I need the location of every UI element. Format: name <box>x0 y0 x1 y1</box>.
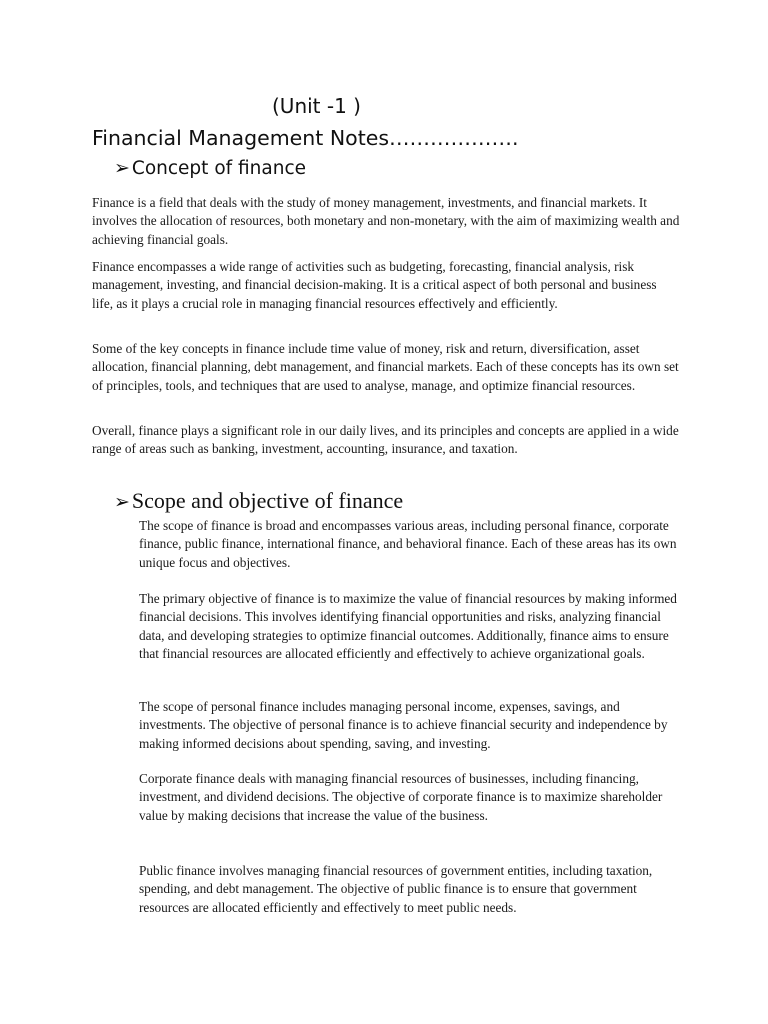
section-heading-scope <box>114 487 403 516</box>
paragraph: The primary objective of finance is to maximize the value of financial resources by making informed financial decisions. This involves identifying financial opportunities and risks, analyzing financial data, and developing strategies to optimize financial outcomes. Additionally, finance aims to ensure that financial resources are allocated efficiently and effectively to achieve organizational goals. <box>139 591 677 661</box>
document-title: Financial Management Notes………………. <box>92 126 519 150</box>
paragraph: Finance is a field that deals with the study of money management, investments, and financial markets. It involves the allocation of resources, both monetary and non-monetary, with the aim of maximizing wealth and achieving financial goals. <box>92 195 680 247</box>
unit-title: (Unit -1 ) <box>272 94 361 118</box>
paragraph: Overall, finance plays a significant role in our daily lives, and its principles and concepts are applied in a wide range of areas such as banking, investment, accounting, insurance, and taxation. <box>92 423 679 457</box>
paragraph: Corporate finance deals with managing financial resources of businesses, including financing, investment, and dividend decisions. The objective of corporate finance is to maximize shareholder value by making decisions that increase the value of the business. <box>139 771 663 823</box>
arrow-bullet-icon: ➢ <box>114 491 130 513</box>
paragraph: Finance encompasses a wide range of activities such as budgeting, forecasting, financial analysis, risk management, investing, and financial decision-making. It is a critical aspect of both personal and business life, as it plays a crucial role in managing financial resources effectively and efficiently. <box>92 259 657 311</box>
paragraph: The scope of personal finance includes managing personal income, expenses, savings, and investments. The objective of personal finance is to achieve financial security and independence by making informed decisions about spending, saving, and investing. <box>139 699 668 751</box>
paragraph: The scope of finance is broad and encompasses various areas, including personal finance, corporate finance, public finance, international finance, and behavioral finance. Each of these areas has its own unique focus and objectives. <box>139 518 677 570</box>
section-heading-text: Scope and objective of finance <box>131 488 404 513</box>
arrow-bullet-icon: ➢ <box>114 157 130 179</box>
paragraph: Public finance involves managing financial resources of government entities, including taxation, spending, and debt management. The objective of public finance is to ensure that government resources are allocated efficiently and effectively to meet public needs. <box>139 863 653 915</box>
section-heading-text: Concept of finance <box>131 158 307 179</box>
section-heading-concept <box>114 155 306 182</box>
paragraph: Some of the key concepts in finance include time value of money, risk and return, diversification, asset allocation, financial planning, debt management, and financial markets. Each of these concepts has its own set of principles, tools, and techniques that are used to analyse, manage, and optimize financial resources. <box>92 341 679 393</box>
